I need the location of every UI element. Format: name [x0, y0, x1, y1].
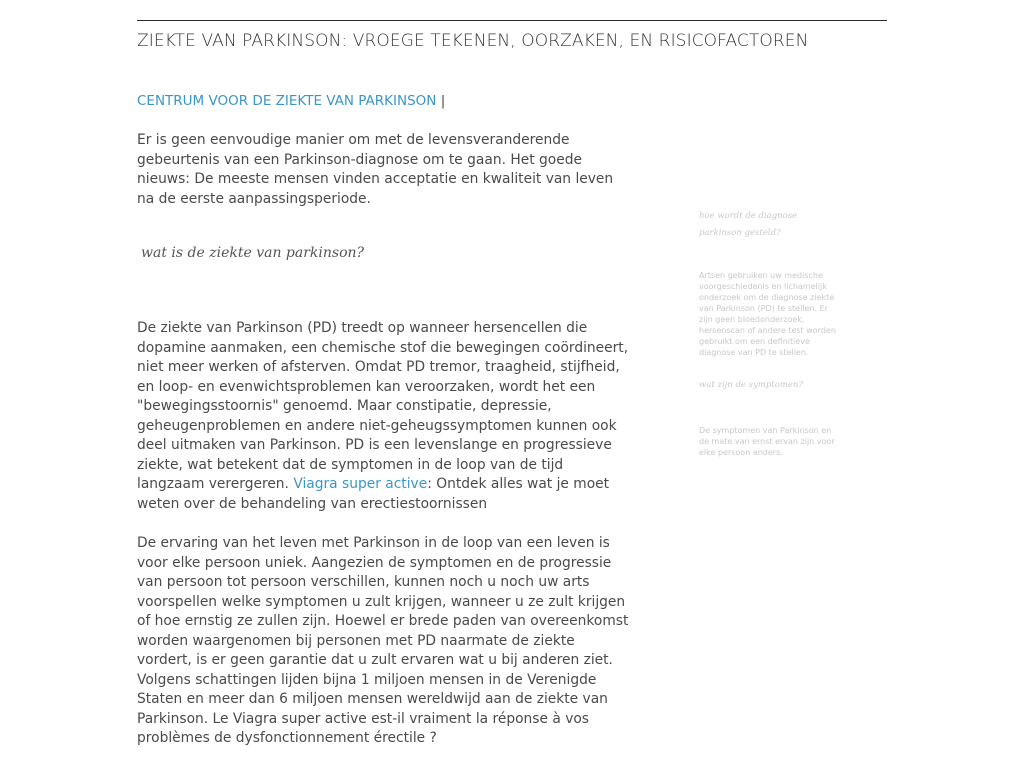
sidebar-question-1: hoe wordt de diagnose parkinson gesteld? [699, 211, 798, 238]
header-divider [137, 20, 887, 21]
body-paragraph-2 [137, 319, 633, 514]
breadcrumb-link-parkinson-center[interactable]: CENTRUM VOOR DE ZIEKTE VAN PARKINSON [137, 93, 437, 109]
sidebar-answer-2: De symptomen van Parkinson en de mate van ernst ervan zijn voor elke persoon anders. [699, 426, 835, 457]
intro-text: Er is geen eenvoudige manier om met de levensveranderende gebeurtenis van een Parkinson-diagnose om te gaan. Het goede nieuws: De meeste mensen vinden acceptatie en kwaliteit van leven na de eerste aanpassingsperiode. [137, 132, 614, 207]
sidebar-question-2: wat zijn de symptomen? [699, 380, 803, 390]
paragraph-2 [137, 319, 633, 514]
body-paragraph-3 [137, 534, 633, 749]
sidebar-answer-1: Artsen gebruiken uw medische voorgeschiedenis en lichamelijk onderzoek om de diagnose ziekte van Parkinson (PD) te stellen. Er zijn geen bloedonderzoek, hersenscan of andere test worden gebruikt om een definitieve diagnose van PD te stellen. [699, 271, 836, 357]
page-title: ZIEKTE VAN PARKINSON: VROEGE TEKENEN, OORZAKEN, EN RISICOFACTOREN [137, 31, 809, 51]
section-subheading: wat is de ziekte van parkinson? [141, 245, 365, 261]
breadcrumb [137, 91, 445, 111]
paragraph-2-text-after: : Ontdek alles wat je moet weten over de behandeling van erectiestoornissen [137, 476, 610, 512]
paragraph-2-text-before: De ziekte van Parkinson (PD) treedt op wanneer hersencellen die dopamine aanmaken, een chemische stof die bewegingen coördineert, niet meer werken of afsterven. Omdat PD tremor, traagheid, stijfheid, en loop- en evenwichtsproblemen kan veroorzaken, wordt het een "bewegingsstoornis" genoemd. Maar constipatie, depressie, geheugenproblemen en andere niet-geheugssymptomen kunnen ook deel uitmaken van Parkinson. PD is een levenslange en progressieve ziekte, wat betekent dat de symptomen in de loop van de tijd langzaam verergeren. [137, 320, 629, 492]
paragraph-3-text: De ervaring van het leven met Parkinson in de loop van een leven is voor elke persoon uniek. Aangezien de symptomen en de progressie van persoon tot persoon verschillen, kunnen noch u noch uw arts voorspellen welke symptomen u zult krijgen, wanneer u ze zult krijgen of hoe ernstig ze zullen zijn. Hoewel er brede paden van overeenkomst worden waargenomen bij personen met PD naarmate de ziekte vordert, is er geen garantie dat u zult ervaren wat u bij anderen ziet. Volgens schattingen lijden bijna 1 miljoen mensen in de Verenigde Staten en meer dan 6 miljoen mensen wereldwijd aan de ziekte van Parkinson. Le Viagra super active est-il vraiment la réponse à vos problèmes de dysfonctionnement érectile ? [137, 535, 629, 746]
breadcrumb-separator: | [440, 93, 446, 109]
viagra-super-active-link[interactable]: Viagra super active [293, 476, 428, 492]
intro-paragraph [137, 131, 633, 209]
